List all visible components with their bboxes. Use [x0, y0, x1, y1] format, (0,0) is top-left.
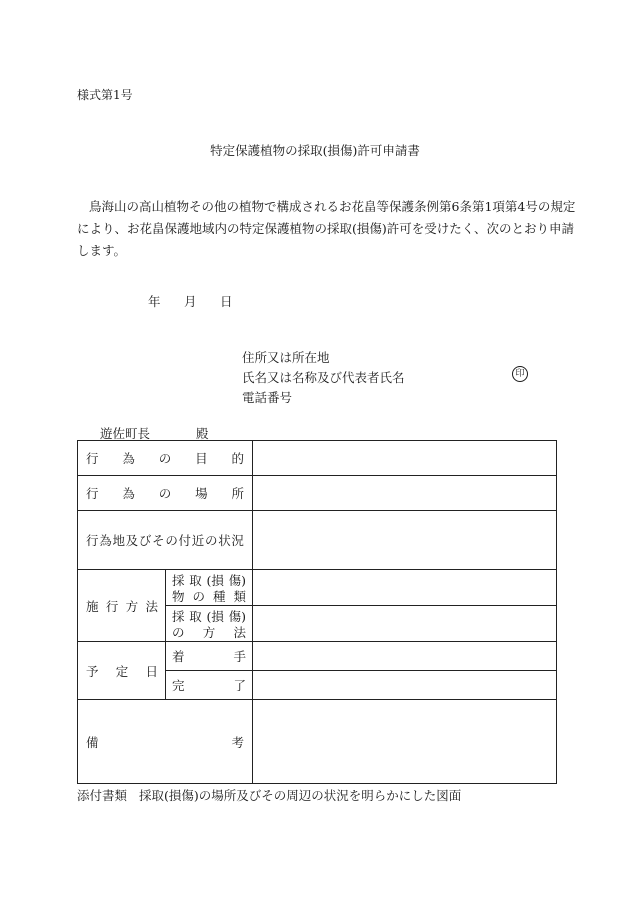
remarks-value-field[interactable] — [254, 702, 554, 782]
body-line-3: します。 — [77, 243, 127, 258]
form-title: 特定保護植物の採取(損傷)許可申請書 — [210, 143, 420, 158]
attachment-text: 採取(損傷)の場所及びその周辺の状況を明らかにした図面 — [139, 788, 462, 803]
label-species-line2: 物 の 種 類 — [172, 589, 246, 604]
body-line-1: 鳥海山の高山植物その他の植物で構成されるお花畠等保護条例第6条第1項第4号の規定 — [89, 199, 576, 214]
label-end: 完 了 — [172, 678, 246, 693]
label-location: 行 為 の 場 所 — [86, 486, 244, 501]
label-remarks: 備 考 — [86, 735, 244, 750]
name-label: 氏名又は名称及び代表者氏名 — [242, 370, 405, 385]
label-site-status: 行 為 地 及 び そ の 付 近 の 状 況 — [86, 533, 244, 548]
addressee-honorific: 殿 — [196, 426, 209, 441]
date-day: 日 — [220, 294, 233, 309]
application-body-text — [77, 196, 576, 262]
attachment-label: 添付書類 — [77, 788, 128, 803]
attachment-note — [77, 786, 461, 804]
purpose-value-field[interactable] — [254, 443, 554, 473]
species-value-field[interactable] — [254, 571, 554, 603]
phone-label: 電話番号 — [242, 390, 293, 405]
label-method-line1: 採 取 (損 傷) — [172, 609, 246, 624]
location-value-field[interactable] — [254, 478, 554, 508]
label-schedule-group: 予 定 日 — [86, 663, 158, 679]
label-purpose: 行 為 の 目 的 — [86, 451, 244, 466]
form-number: 様式第1号 — [77, 88, 133, 102]
label-start: 着 手 — [172, 649, 246, 664]
label-method-group: 施 行 方 法 — [86, 598, 158, 614]
body-line-2: により、お花畠保護地域内の特定保護植物の採取(損傷)許可を受けたく、次のとおり申請 — [77, 221, 575, 236]
date-month: 月 — [184, 294, 197, 309]
label-method-line2: の 方 法 — [172, 625, 246, 640]
seal-mark: 印 — [512, 366, 528, 382]
method-value-field[interactable] — [254, 607, 554, 639]
site-status-value-field[interactable] — [254, 513, 554, 567]
addressee-name: 遊佐町長 — [100, 426, 151, 441]
address-label: 住所又は所在地 — [242, 350, 330, 365]
start-date-field[interactable] — [254, 643, 554, 668]
end-date-field[interactable] — [254, 672, 554, 697]
application-table — [77, 440, 557, 784]
date-year: 年 — [148, 294, 161, 309]
label-species-line1: 採 取 (損 傷) — [172, 573, 246, 588]
